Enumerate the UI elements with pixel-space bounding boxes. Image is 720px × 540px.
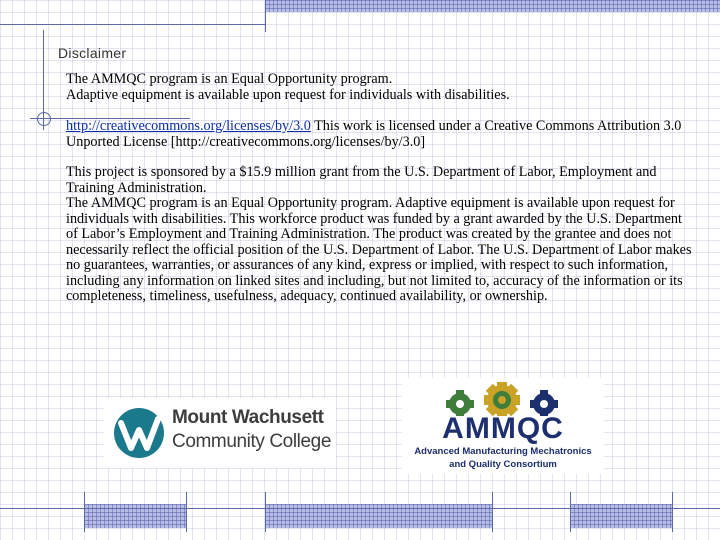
bottom-rule: [0, 508, 720, 509]
ammqc-logo: [402, 378, 604, 474]
equal-opportunity-paragraph: [66, 72, 694, 103]
license-text: This work is licensed under a Creative Commons Attribution 3.0 Unported License [http://creativecommons.org/licenses/by/3.0]: [66, 118, 682, 150]
mwcc-name-line2: Community College: [172, 431, 331, 452]
paragraph-line: Adaptive equipment is available upon request for individuals with disabilities.: [66, 86, 510, 103]
bottom-tick: [570, 492, 571, 532]
paragraph-line: The AMMQC program is an Equal Opportunity program.: [66, 71, 393, 87]
ammqc-subtitle-line2: and Quality Consortium: [449, 459, 557, 470]
mwcc-logo: [104, 398, 336, 468]
mwcc-logo-mark: [112, 406, 166, 460]
paragraph-line: The AMMQC program is an Equal Opportunity program. Adaptive equipment is available upon request for individuals with disabilities. This workforce product was funded by a grant awarded by the U.S. Department of Labor’s Employment and Training Administration. The product was created by the grantee and does not necessarily reflect the official position of the U.S. Department of Labor. The U.S. Department of Labor makes no guarantees, warranties, or assurances of any kind, express or implied, with respect to such information, including any information on linked sites and including, but not limited to, accuracy of the information or its completeness, timeliness, usefulness, adequacy, continued availability, or ownership.: [66, 195, 692, 304]
slide-title: Disclaimer: [58, 45, 127, 61]
top-rule: [0, 24, 265, 25]
paragraph-line: This project is sponsored by a $15.9 million grant from the U.S. Department of Labor, Employment and Training Administration.: [66, 164, 657, 196]
ammqc-subtitle-line1: Advanced Manufacturing Mechatronics: [414, 446, 592, 457]
bottom-tick: [84, 492, 85, 532]
circle-ornament: [37, 112, 51, 126]
bottom-tick: [186, 492, 187, 532]
sponsorship-paragraph: [66, 165, 694, 305]
bottom-tick: [672, 492, 673, 532]
license-paragraph: [66, 119, 694, 150]
bottom-tick: [265, 492, 266, 532]
top-vertical-rule: [265, 0, 266, 32]
ammqc-wordmark: AMMQC: [442, 412, 564, 445]
gears-icon: [440, 380, 566, 416]
top-hatch-bar: [265, 0, 720, 12]
license-link[interactable]: http://creativecommons.org/licenses/by/3.0: [66, 118, 311, 134]
mwcc-name-line1: Mount Wachusett: [172, 407, 324, 428]
bottom-tick: [492, 492, 493, 532]
